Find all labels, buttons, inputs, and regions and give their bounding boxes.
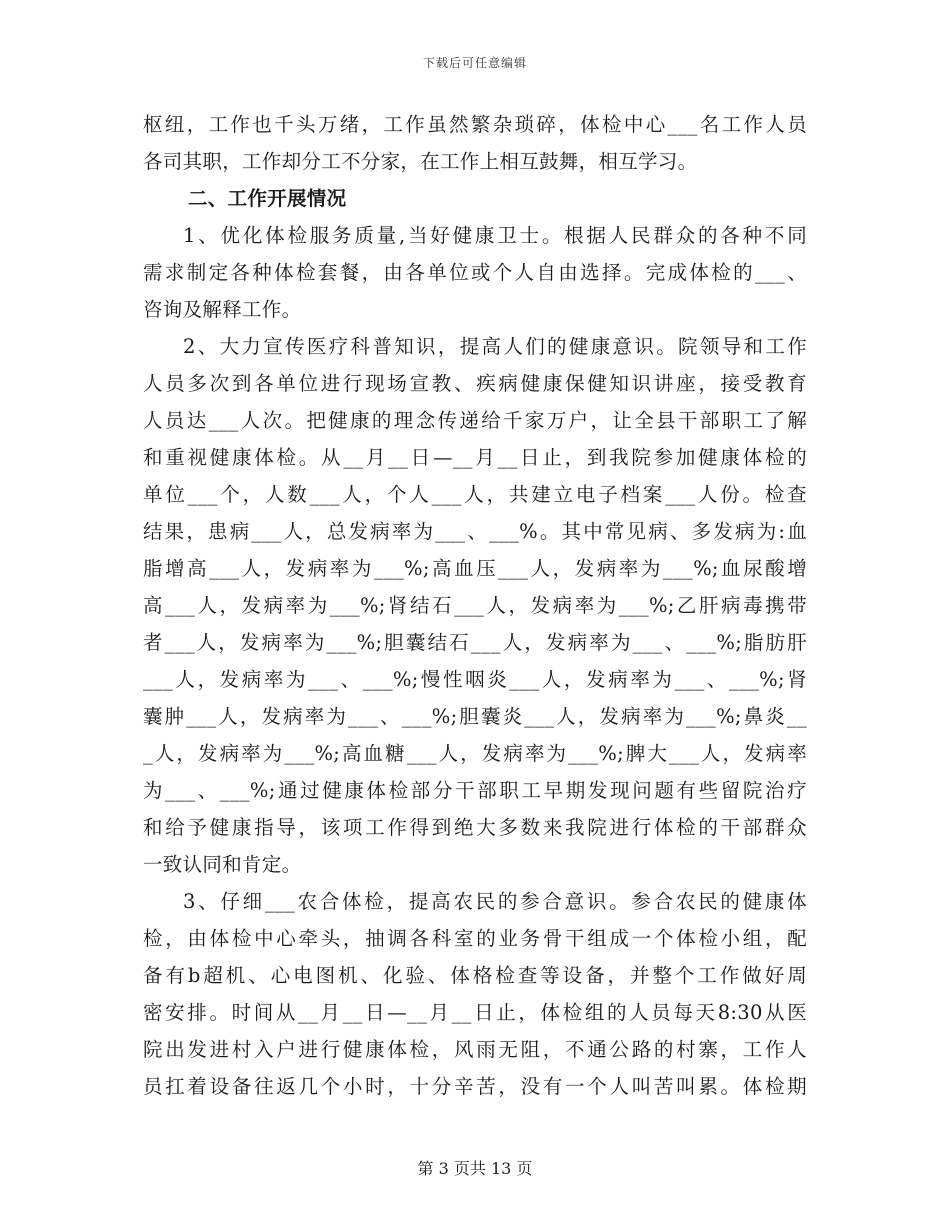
body-line: 人员达___人次。把健康的理念传递给千家万户，让全县干部职工了解	[143, 409, 807, 432]
body-line: 脂增高___人，发病率为___%;高血压___人，发病率为___%;血尿酸增	[143, 557, 807, 580]
paragraph-first-line: 1、优化体检服务质量,当好健康卫士。根据人民群众的各种不同	[183, 224, 807, 247]
body-line: 为___、___%;通过健康体检部分干部职工早期发现问题有些留院治疗	[143, 779, 807, 802]
body-line: 者___人，发病率为___%;胆囊结石___人，发病率为___、___%;脂肪肝	[143, 631, 807, 654]
body-line: 枢纽，工作也千头万绪，工作虽然繁杂琐碎，体检中心___名工作人员	[143, 113, 807, 136]
paragraph-first-line: 2、大力宣传医疗科普知识，提高人们的健康意识。院领导和工作	[183, 335, 807, 358]
body-line: 单位___个，人数___人，个人___人，共建立电子档案___人份。检查	[143, 483, 807, 506]
body-line: 咨询及解释工作。	[143, 298, 302, 321]
body-line: 囊肿___人，发病率为___、___%;胆囊炎___人，发病率为___%;鼻炎__	[143, 705, 807, 728]
body-line: 和重视健康体检。从__月__日—__月__日止，到我院参加健康体检的	[143, 446, 807, 469]
body-line: 高___人，发病率为___%;肾结石___人，发病率为___%;乙肝病毒携带	[143, 594, 807, 617]
document-body	[143, 106, 807, 1105]
body-line: 一致认同和肯定。	[143, 853, 302, 876]
paragraph-first-line: 3、仔细___农合体检，提高农民的参合意识。参合农民的健康体	[183, 890, 807, 913]
body-line: 密安排。时间从__月__日—__月__日止，体检组的人员每天8:30从医	[143, 1001, 807, 1024]
body-line: 结果，患病___人，总发病率为___、___%。其中常见病、多发病为:血	[143, 520, 807, 543]
body-line: 检，由体检中心牵头，抽调各科室的业务骨干组成一个体检小组，配	[143, 927, 807, 950]
body-line: 和给予健康指导，该项工作得到绝大多数来我院进行体检的干部群众	[143, 816, 807, 839]
page-header: 下载后可任意编辑	[422, 56, 527, 70]
body-line: ___人，发病率为___、___%;慢性咽炎___人，发病率为___、___%;肾	[143, 668, 807, 691]
body-line: 人员多次到各单位进行现场宣教、疾病健康保健知识讲座，接受教育	[143, 372, 807, 395]
body-line: 各司其职，工作却分工不分家，在工作上相互鼓舞，相互学习。	[143, 150, 698, 173]
page-footer: 第 3 页共 13 页	[417, 1159, 533, 1178]
section-heading: 二、工作开展情况	[188, 187, 347, 210]
body-line: _人，发病率为___%;高血糖___人，发病率为___%;脾大___人，发病率	[143, 742, 807, 765]
body-line: 备有b超机、心电图机、化验、体格检查等设备，并整个工作做好周	[143, 964, 807, 987]
body-line: 需求制定各种体检套餐，由各单位或个人自由选择。完成体检的___、	[143, 261, 807, 284]
body-line: 员扛着设备往返几个小时，十分辛苦，没有一个人叫苦叫累。体检期	[143, 1075, 807, 1098]
body-line: 院出发进村入户进行健康体检，风雨无阻，不通公路的村寨，工作人	[143, 1038, 807, 1061]
